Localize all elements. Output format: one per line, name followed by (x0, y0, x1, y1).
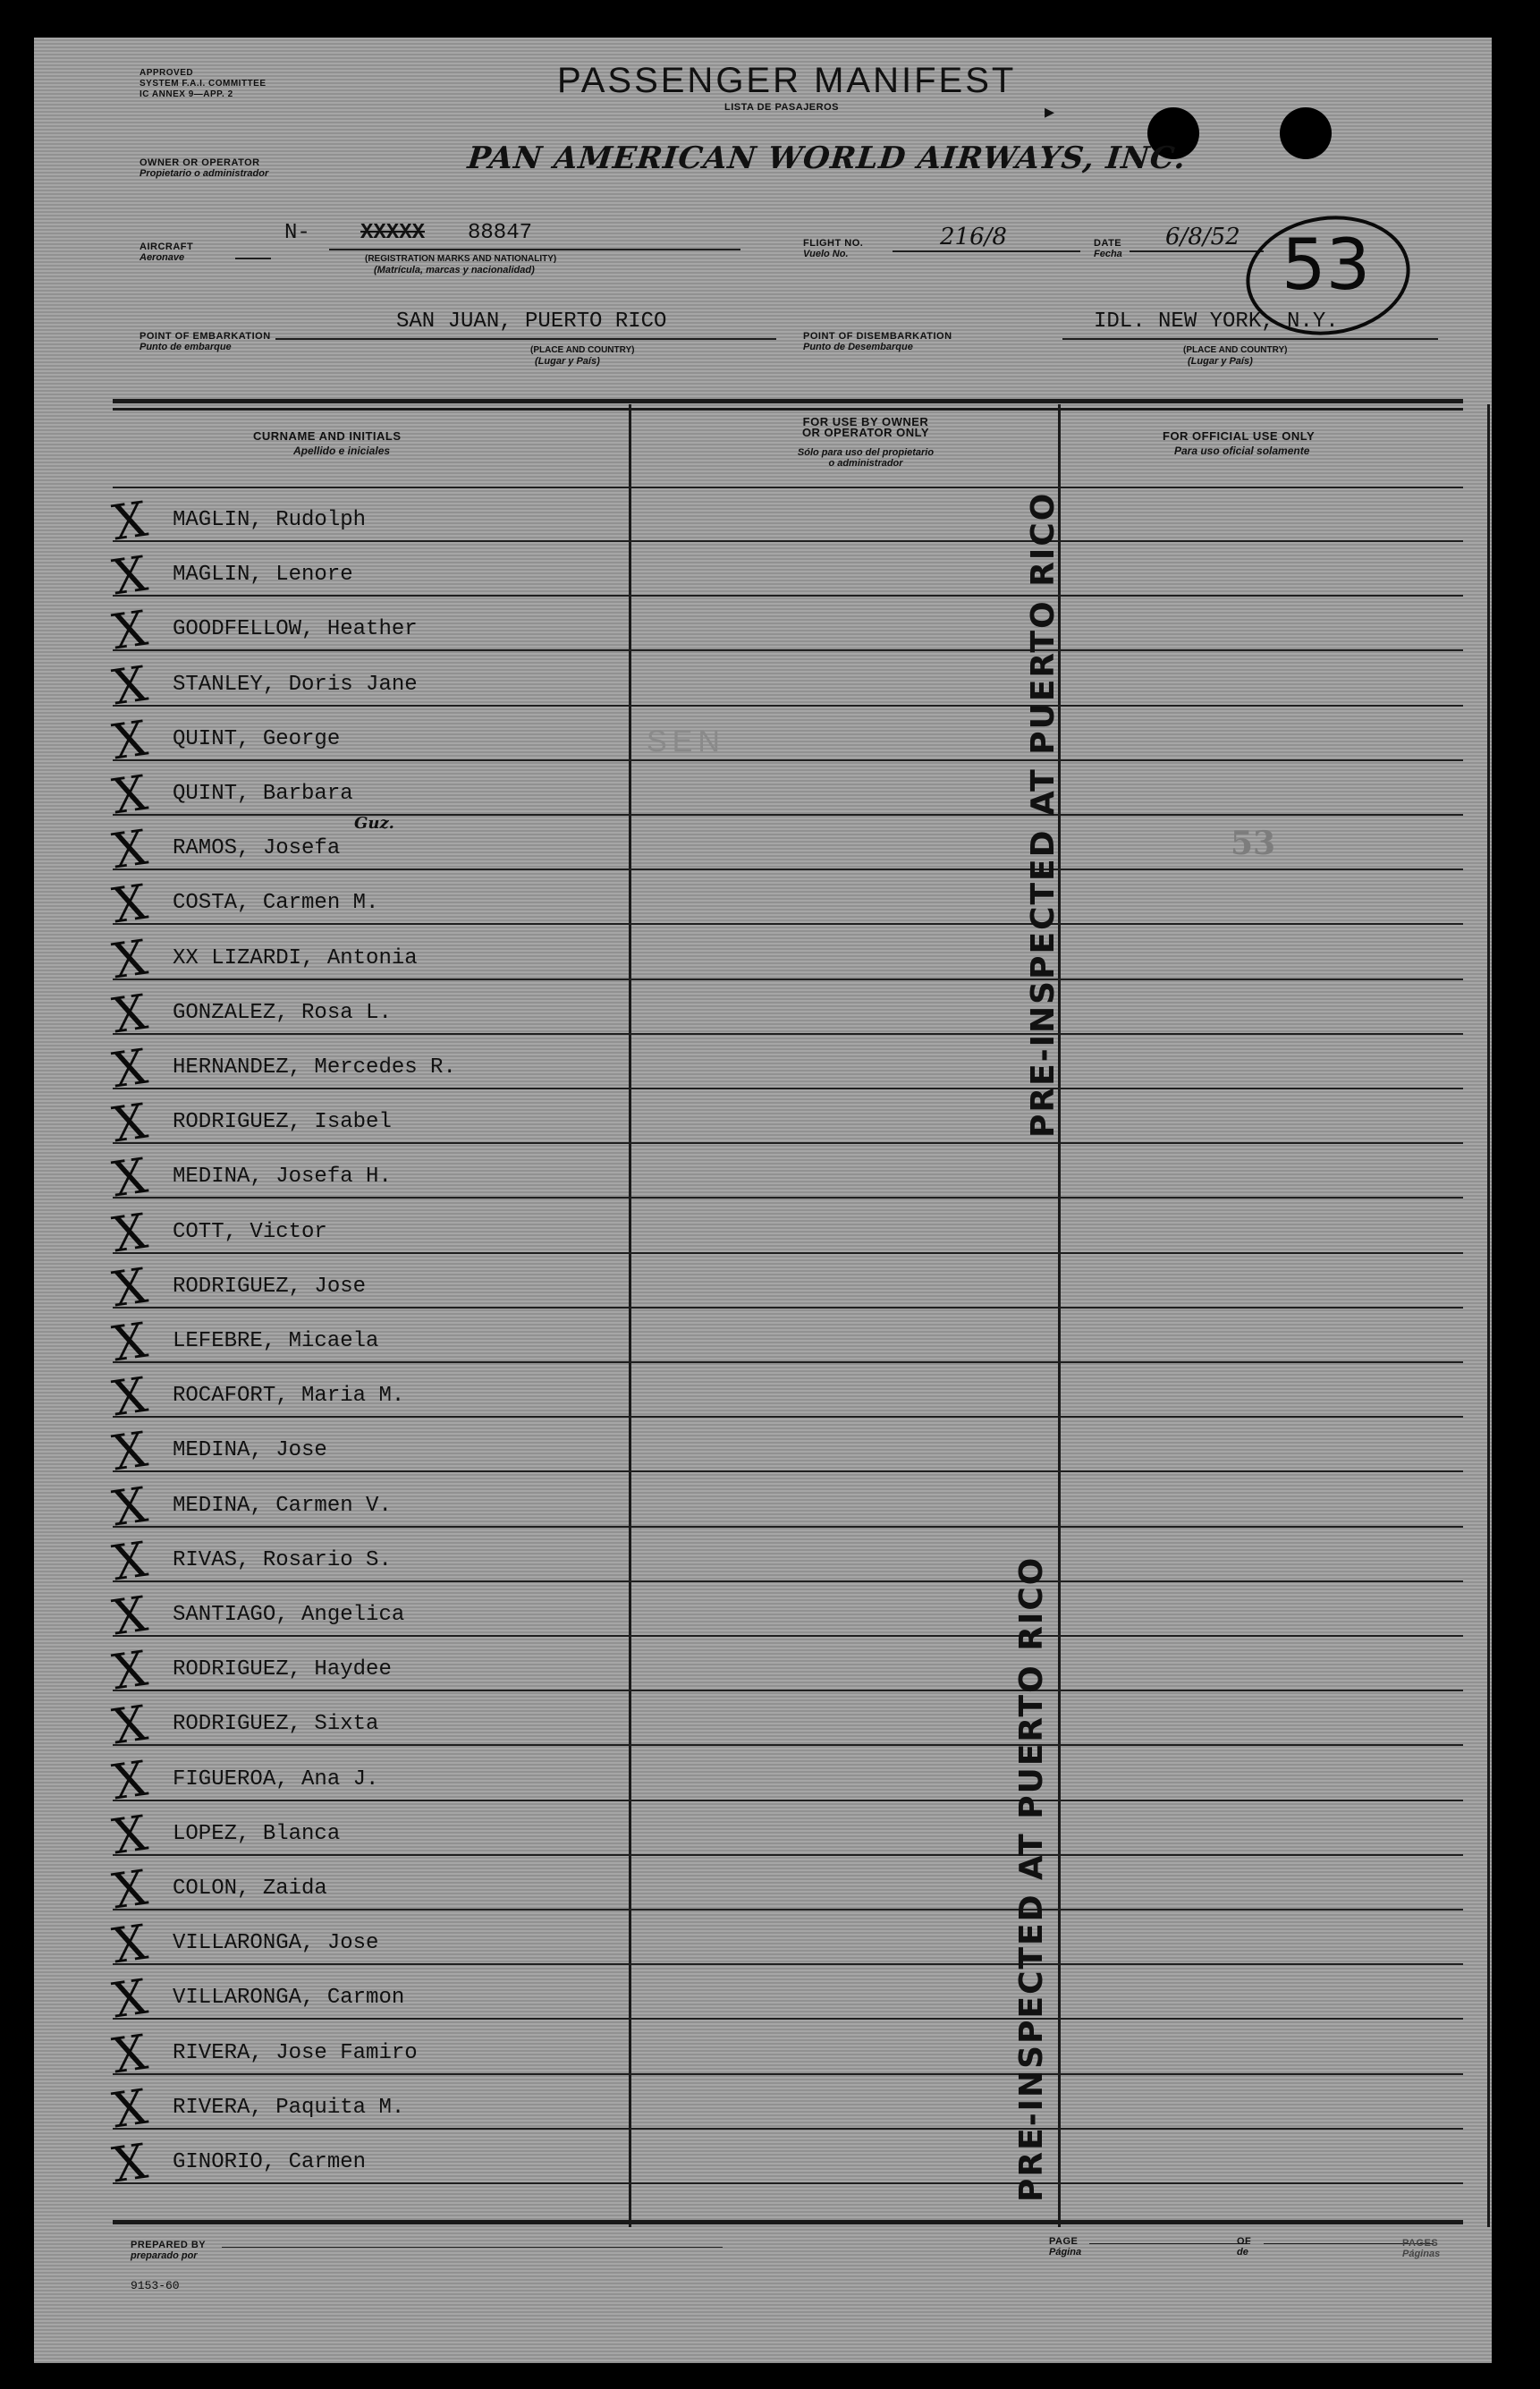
row-line (113, 1635, 1463, 1637)
prepared-label: PREPARED BY (131, 2240, 207, 2250)
passenger-name: MEDINA, Jose (173, 1438, 327, 1463)
row-line (113, 1963, 1463, 1965)
row-line (113, 1580, 1463, 1582)
faint-note: SEN (647, 724, 725, 758)
passenger-name: HERNANDEZ, Mercedes R. (173, 1055, 456, 1080)
row-line (113, 1416, 1463, 1418)
row-line (113, 1252, 1463, 1254)
row-line (113, 1197, 1463, 1199)
check-mark: X (108, 1639, 151, 1701)
aircraft-label-es: Aeronave (140, 252, 185, 263)
col-official-header: FOR OFFICIAL USE ONLY (1163, 429, 1316, 443)
passenger-name: COSTA, Carmen M. (173, 891, 379, 916)
passenger-name: VILLARONGA, Jose (173, 1931, 379, 1956)
row-line (113, 1744, 1463, 1746)
pre-inspected-stamp: PRE-INSPECTED AT PUERTO RICO (1025, 491, 1062, 1138)
check-mark: X (108, 1969, 151, 2029)
check-mark: X (108, 490, 151, 552)
check-mark: X (108, 1804, 151, 1866)
passenger-name: LEFEBRE, Micaela (173, 1329, 379, 1353)
date-label-es: Fecha (1094, 249, 1122, 259)
approval-block: APPROVED SYSTEM F.A.I. COMMITTEE IC ANNEX 9—APP. 2 (140, 68, 267, 99)
embark-place-caption-es: (Lugar y País) (535, 356, 600, 367)
row-line (113, 1854, 1463, 1856)
page-label-es: Página (1049, 2247, 1082, 2258)
page-title-es: LISTA DE PASAJEROS (724, 102, 839, 113)
check-mark: X (108, 1421, 151, 1482)
flight-number: 216/8 (940, 224, 1007, 250)
passenger-name: RIVERA, Jose Famiro (173, 2040, 418, 2065)
check-mark: X (108, 600, 151, 661)
passenger-name: QUINT, Barbara (173, 782, 353, 806)
row-line (113, 1142, 1463, 1144)
passenger-name: ROCAFORT, Maria M. (173, 1384, 405, 1409)
registration-caption-es: (Matrícula, marcas y nacionalidad) (374, 265, 535, 275)
header-rule (113, 399, 1463, 403)
row-line (113, 2128, 1463, 2130)
passenger-name: FIGUEROA, Ana J. (173, 1766, 379, 1792)
passenger-name: MEDINA, Josefa H. (173, 1165, 392, 1190)
check-mark: X (108, 1257, 151, 1318)
row-line (113, 595, 1463, 597)
row-line (113, 1470, 1463, 1472)
row-line (113, 1033, 1463, 1035)
passenger-name: GINORIO, Carmen (173, 2150, 367, 2174)
disembark-place-caption-es: (Lugar y País) (1188, 356, 1253, 367)
col-operator-header-es: Sólo para uso del propietario o administrador (797, 447, 935, 469)
row-line (113, 1526, 1463, 1528)
form-number: 9153-60 (131, 2279, 180, 2292)
aircraft-label: AIRCRAFT (140, 241, 194, 252)
check-mark: X (108, 1913, 151, 1975)
column-divider (1487, 404, 1490, 2227)
pages-label: PAGES (1402, 2238, 1439, 2249)
check-mark: X (108, 1695, 151, 1756)
row-line (113, 868, 1463, 870)
manifest-sheet (34, 38, 1492, 2363)
flight-label-es: Vuelo No. (803, 249, 849, 259)
passenger-name: RIVERA, Paquita M. (173, 2095, 405, 2120)
passenger-name: RODRIGUEZ, Sixta (173, 1712, 379, 1737)
owner-label: OWNER OR OPERATOR (140, 157, 260, 168)
check-mark: X (108, 545, 151, 606)
check-mark: X (108, 818, 151, 880)
col-official-header-es: Para uso oficial solamente (1174, 445, 1310, 457)
check-mark: X (108, 2078, 151, 2139)
pre-inspected-stamp: PRE-INSPECTED AT PUERTO RICO (1013, 1555, 1050, 2202)
col-operator-header: FOR USE BY OWNER OR OPERATOR ONLY (801, 415, 930, 439)
registration-caption: (REGISTRATION MARKS AND NATIONALITY) (365, 254, 557, 264)
embark-place-caption: (PLACE AND COUNTRY) (530, 345, 635, 355)
passenger-name: VILLARONGA, Carmon (173, 1986, 405, 2011)
passenger-name: RODRIGUEZ, Jose (173, 1274, 367, 1299)
official-count: 53 (1231, 825, 1276, 862)
check-mark: X (108, 1366, 151, 1427)
date-label: DATE (1094, 238, 1122, 249)
prepared-label-es: preparado por (131, 2250, 198, 2261)
aircraft-prefix: N- (284, 221, 310, 245)
check-mark: X (108, 1202, 151, 1263)
passenger-name: SANTIAGO, Angelica (173, 1603, 405, 1627)
pages-label-es: Páginas (1402, 2249, 1441, 2259)
page-title: PASSENGER MANIFEST (557, 61, 1017, 100)
passenger-name: GONZALEZ, Rosa L. (173, 1000, 392, 1025)
row-line (113, 2018, 1463, 2020)
row-line (113, 2073, 1463, 2075)
aircraft-struck: XXXXX (360, 221, 426, 245)
row-line (113, 1909, 1463, 1910)
row-line (113, 814, 1463, 816)
embark-label: POINT OF EMBARKATION (140, 331, 271, 342)
circled-count: 53 (1282, 225, 1371, 306)
col-name-header: CURNAME AND INITIALS (253, 429, 402, 443)
check-mark: X (108, 874, 151, 935)
footer-rule (113, 2220, 1463, 2224)
check-mark: X (108, 983, 151, 1045)
row-line (113, 1088, 1463, 1089)
check-mark: X (108, 709, 151, 771)
row-line (113, 923, 1463, 925)
check-mark: X (108, 1585, 151, 1647)
passenger-name: RIVAS, Rosario S. (173, 1547, 392, 1572)
check-mark: X (108, 1038, 151, 1099)
row-line (113, 649, 1463, 651)
check-mark: X (108, 2023, 151, 2084)
passenger-name: COTT, Victor (173, 1219, 327, 1244)
passenger-name: STANLEY, Doris Jane (173, 672, 418, 697)
flight-date: 6/8/52 (1165, 224, 1240, 250)
check-mark: X (108, 1092, 151, 1154)
operator-name: PAN AMERICAN WORLD AIRWAYS, INC. (465, 140, 1189, 176)
row-line (113, 1800, 1463, 1801)
row-line (113, 759, 1463, 761)
passenger-name: RODRIGUEZ, Haydee (173, 1657, 392, 1682)
disembark-value: IDL. NEW YORK, N.Y. (1094, 309, 1339, 334)
col-name-header-es: Apellido e iniciales (293, 445, 391, 457)
column-divider (629, 404, 631, 2227)
passenger-name: MEDINA, Carmen V. (173, 1493, 392, 1518)
check-mark: X (108, 1749, 151, 1810)
row-line (113, 1361, 1463, 1363)
check-mark: X (108, 764, 151, 826)
page-label: PAGE (1049, 2236, 1079, 2247)
passenger-name: LOPEZ, Blanca (173, 1821, 341, 1846)
disembark-label: POINT OF DISEMBARKATION (803, 331, 952, 342)
passenger-name: RAMOS, Josefa (173, 836, 341, 861)
passenger-name: RODRIGUEZ, Isabel (173, 1110, 392, 1135)
embark-label-es: Punto de embarque (140, 342, 232, 352)
aircraft-registration: 88847 (468, 221, 533, 245)
passenger-name: MAGLIN, Lenore (173, 563, 353, 588)
check-mark: X (108, 1148, 151, 1208)
disembark-label-es: Punto de Desembarque (803, 342, 913, 352)
check-mark: X (108, 655, 151, 716)
flight-label: FLIGHT NO. (803, 238, 864, 249)
disembark-place-caption: (PLACE AND COUNTRY) (1183, 345, 1288, 355)
row-line (113, 1307, 1463, 1309)
check-mark: X (108, 928, 151, 989)
passenger-name: XX LIZARDI, Antonia (173, 945, 418, 970)
passenger-name: GOODFELLOW, Heather (173, 617, 418, 642)
check-mark: X (108, 1476, 151, 1537)
embark-value: SAN JUAN, PUERTO RICO (396, 309, 667, 334)
passenger-name: COLON, Zaida (173, 1876, 327, 1901)
row-line (113, 705, 1463, 707)
check-mark: X (108, 1859, 151, 1920)
passenger-name: MAGLIN, Rudolph (173, 508, 367, 532)
of-label-es: de (1237, 2247, 1248, 2258)
check-mark: X (108, 2132, 151, 2194)
stray-mark: ▸ (1045, 100, 1055, 123)
check-mark: X (108, 1311, 151, 1373)
row-line (113, 1690, 1463, 1691)
row-line (113, 540, 1463, 542)
passenger-name: QUINT, George (173, 726, 341, 751)
row-line (113, 978, 1463, 980)
row-line (113, 487, 1463, 488)
row-line (113, 2182, 1463, 2184)
of-label: OF (1237, 2236, 1252, 2247)
owner-label-es: Propietario o administrador (140, 168, 269, 179)
punch-hole (1280, 107, 1332, 159)
check-mark: X (108, 1530, 151, 1592)
handwritten-annotation: Guz. (354, 814, 394, 833)
